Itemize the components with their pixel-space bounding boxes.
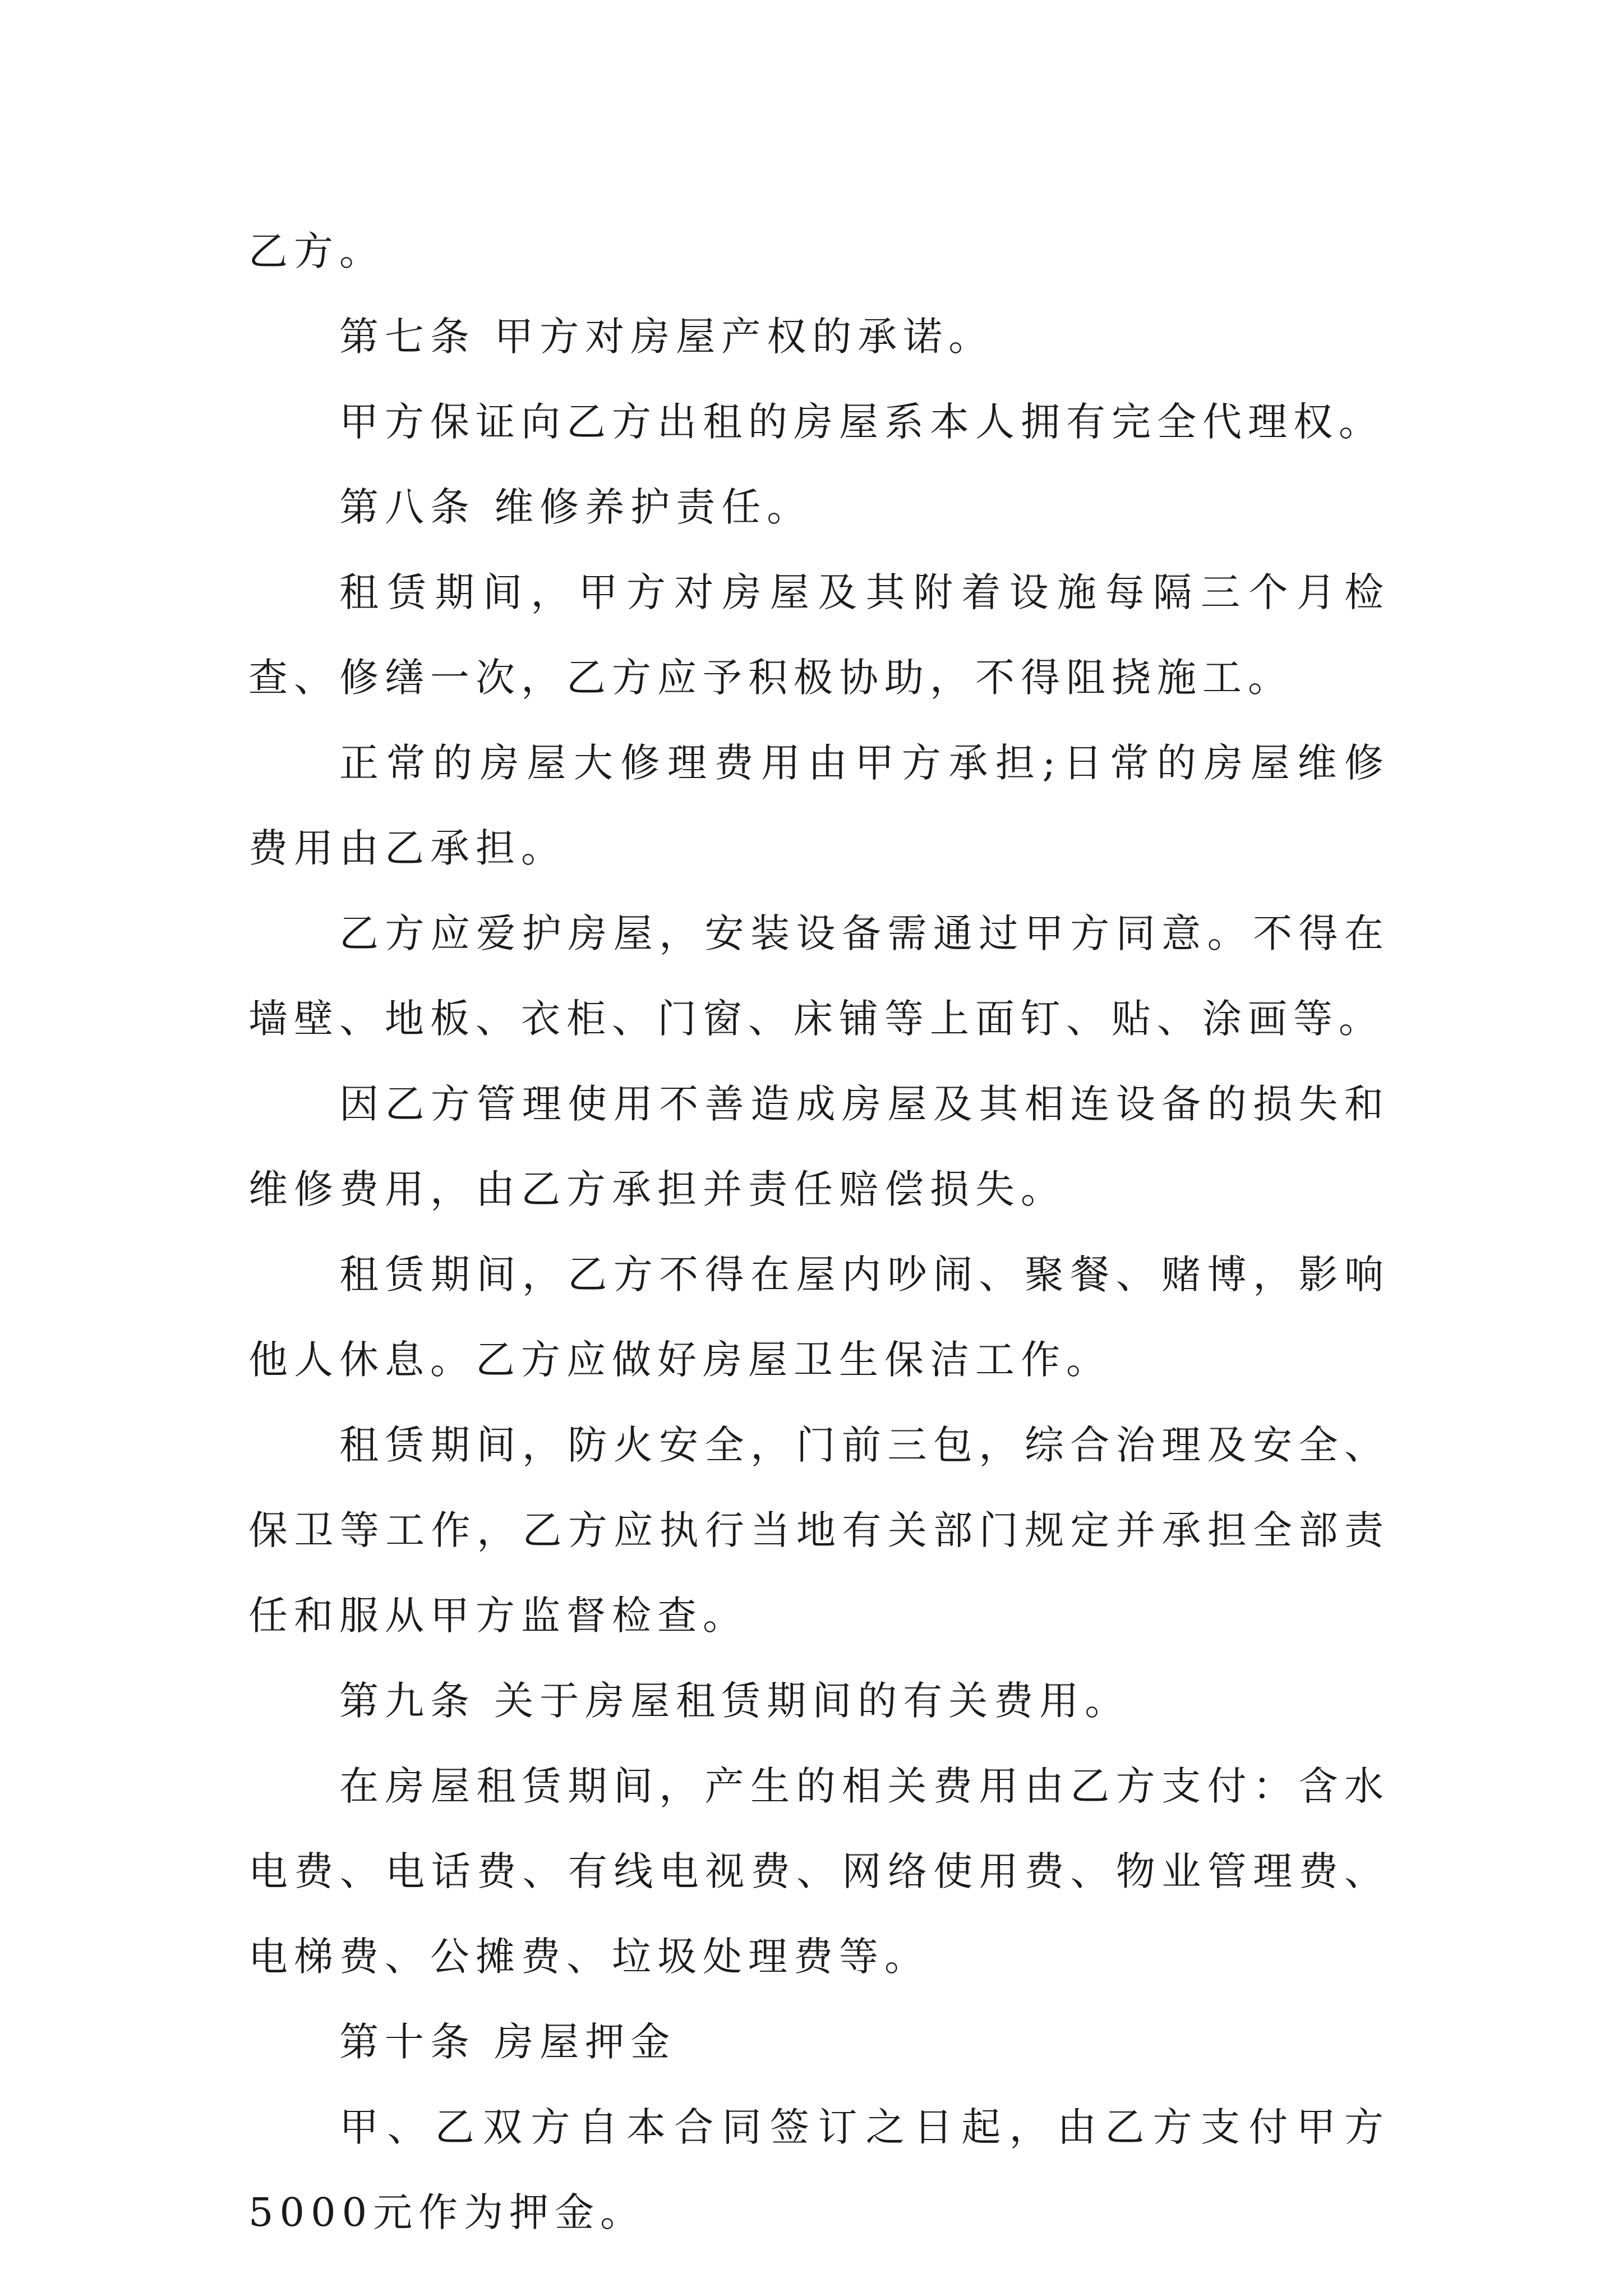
paragraph-12: 在房屋租赁期间，产生的相关费用由乙方支付：含水电费、电话费、有线电视费、网络使用费、物业管理费、电梯费、公摊费、垃圾处理费等。 (248, 1763, 1390, 1980)
article-7-heading: 第七条 甲方对房屋产权的承诺。 (339, 314, 994, 360)
paragraph-14: 甲、乙双方自本合同签订之日起，由乙方支付甲方5000元作为押金。 (248, 2104, 1390, 2235)
paragraph-5: 租赁期间，甲方对房屋及其附着设施每隔三个月检查、修缮一次，乙方应予积极协助，不得阻挠施工。 (248, 569, 1390, 701)
paragraph-6: 正常的房屋大修理费用由甲方承担;日常的房屋维修费用由乙承担。 (248, 740, 1390, 871)
paragraph-7: 乙方应爱护房屋，安装设备需通过甲方同意。不得在墙壁、地板、衣柜、门窗、床铺等上面钉、贴、涂画等。 (248, 910, 1390, 1042)
paragraph-8: 因乙方管理使用不善造成房屋及其相连设备的损失和维修费用，由乙方承担并责任赔偿损失。 (248, 1081, 1390, 1212)
paragraph-9: 租赁期间，乙方不得在屋内吵闹、聚餐、赌博，影响他人休息。乙方应做好房屋卫生保洁工作。 (248, 1251, 1390, 1383)
article-9-heading: 第九条 关于房屋租赁期间的有关费用。 (339, 1678, 1131, 1724)
article-10-heading: 第十条 房屋押金 (339, 2019, 676, 2065)
contract-text (248, 209, 1390, 2255)
paragraph-10: 租赁期间，防火安全，门前三包，综合治理及安全、保卫等工作，乙方应执行当地有关部门规定并承担全部责任和服从甲方监督检查。 (248, 1422, 1390, 1639)
paragraph-1: 乙方。 (248, 228, 385, 274)
article-8-heading: 第八条 维修养护责任。 (339, 484, 813, 530)
paragraph-3: 甲方保证向乙方出租的房屋系本人拥有完全代理权。 (339, 399, 1384, 445)
